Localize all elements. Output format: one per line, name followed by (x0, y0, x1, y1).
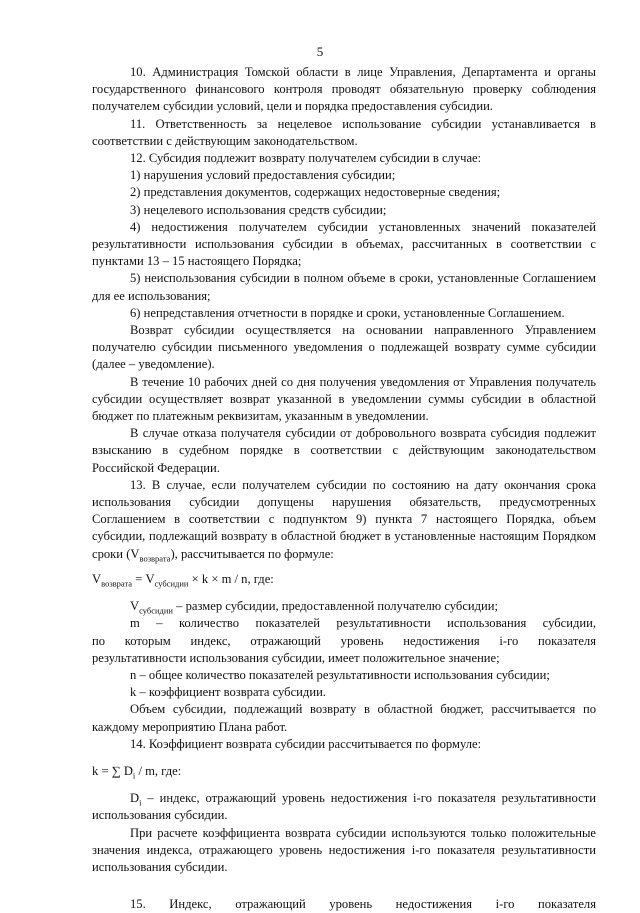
formula-subscript: субсидии (154, 578, 189, 589)
paragraph-calculation: При расчете коэффициента возврата субсидии используются только положительные значения индекса, отражающего уровень недостижения i-го показателя результативности использования субсидии. (92, 825, 596, 874)
paragraph-13 (92, 477, 596, 563)
definition-k: k – коэффициент возврата субсидии. (130, 685, 326, 700)
paragraph-13-text-b: ), рассчитывается по формуле: (170, 546, 334, 561)
paragraph-volume: Объем субсидии, подлежащий возврату в областной бюджет, рассчитывается по каждому мероприятию Плана работ. (92, 702, 596, 734)
list-item: 2) представления документов, содержащих недостоверные сведения; (130, 185, 501, 200)
definition-v (92, 598, 596, 615)
definition-m-line-2: по которым индекс, отражающий уровень недостижения i-го показателя (92, 633, 596, 648)
list-item: 6) непредставления отчетности в порядке и сроки, установленные Соглашением. (130, 305, 565, 320)
paragraph-11: 11. Ответственность за нецелевое использование субсидии устанавливается в соответствии с действующим законодательством. (92, 116, 596, 148)
formula-rest: × k × m / n, где: (188, 571, 274, 586)
paragraph-13-subscript: возврата (139, 553, 171, 564)
definition-symbol: D (130, 791, 140, 806)
definition-n: n – общее количество показателей результативности использования субсидии; (130, 667, 550, 682)
paragraph-15: 15. Индекс, отражающий уровень недостижения i-го показателя (130, 897, 596, 912)
formula-symbol: V (92, 571, 102, 586)
paragraph-13-text-a: 13. В случае, если получателем субсидии по состоянию на дату окончания срока использования субсидии допущены нарушения обязательств, предусмотренных Соглашением в соответствии с подпунктом 9) пункта 7 настоящего Порядка, объем субсидии, подлежащий возврату в областной бюджет в установленные настоящим Порядком сроки (V (92, 477, 596, 561)
paragraph-10-days: В течение 10 рабочих дней со дня получения уведомления от Управления получатель субсидии осуществляет возврат указанной в уведомлении суммы субсидии в областной бюджет по платежным реквизитам, указанным в уведомлении. (92, 374, 596, 424)
formula-coefficient (92, 763, 596, 780)
list-item: 4) недостижения получателем субсидии установленных значений показателей результативности использования субсидии в объемах, рассчитанных в соответствии с пунктами 13 – 15 настоящего Порядка; (92, 219, 596, 269)
list-item: 3) нецелевого использования средств субсидии; (130, 202, 387, 217)
definition-text: – размер субсидии, предоставленной получателю субсидии; (172, 599, 499, 614)
formula-return-volume (92, 571, 596, 588)
formula-subscript: возврата (101, 578, 133, 589)
paragraph-refusal: В случае отказа получателя субсидии от добровольного возврата субсидия подлежит взысканию в судебном порядке в соответствии с действующим законодательством Российской Федерации. (92, 426, 596, 475)
formula-subscript: i (132, 770, 136, 781)
formula-symbol: k = ∑ D (92, 763, 133, 778)
page-number: 5 (316, 44, 324, 59)
formula-symbol: = V (132, 571, 155, 586)
formula-rest: / m, где: (135, 763, 182, 778)
paragraph-return: Возврат субсидии осуществляется на основании направленного Управлением получателю субсидии письменного уведомления о подлежащей возврату сумме субсидии (далее – уведомление). (92, 323, 596, 372)
definition-symbol: V (130, 599, 140, 614)
paragraph-12: 12. Субсидия подлежит возврату получателем субсидии в случае: (130, 151, 482, 166)
paragraph-10: 10. Администрация Томской области в лице Управления, Департамента и органы государственного финансового контроля проводят обязательную проверку соблюдения получателем субсидии условий, цели и порядка предоставления субсидии. (92, 65, 596, 114)
list-item: 1) нарушения условий предоставления субсидии; (130, 168, 396, 183)
list-item: 5) неиспользования субсидии в полном объеме в сроки, установленные Соглашением для ее использования; (92, 271, 596, 303)
definition-text: – индекс, отражающий уровень недостижения i-го показателя результативности использования субсидии. (92, 791, 596, 823)
definition-m-line-3: результативности использования субсидии, имеет положительное значение; (92, 650, 500, 665)
definition-subscript: i (139, 797, 142, 808)
paragraph-gap (92, 876, 596, 896)
definition-subscript: субсидии (139, 605, 173, 616)
paragraph-14: 14. Коэффициент возврата субсидии рассчитывается по формуле: (130, 736, 482, 751)
definition-m-line-1: m – количество показателей результативности использования субсидии, (130, 616, 596, 631)
definition-d (92, 790, 596, 824)
document-body (92, 64, 596, 913)
